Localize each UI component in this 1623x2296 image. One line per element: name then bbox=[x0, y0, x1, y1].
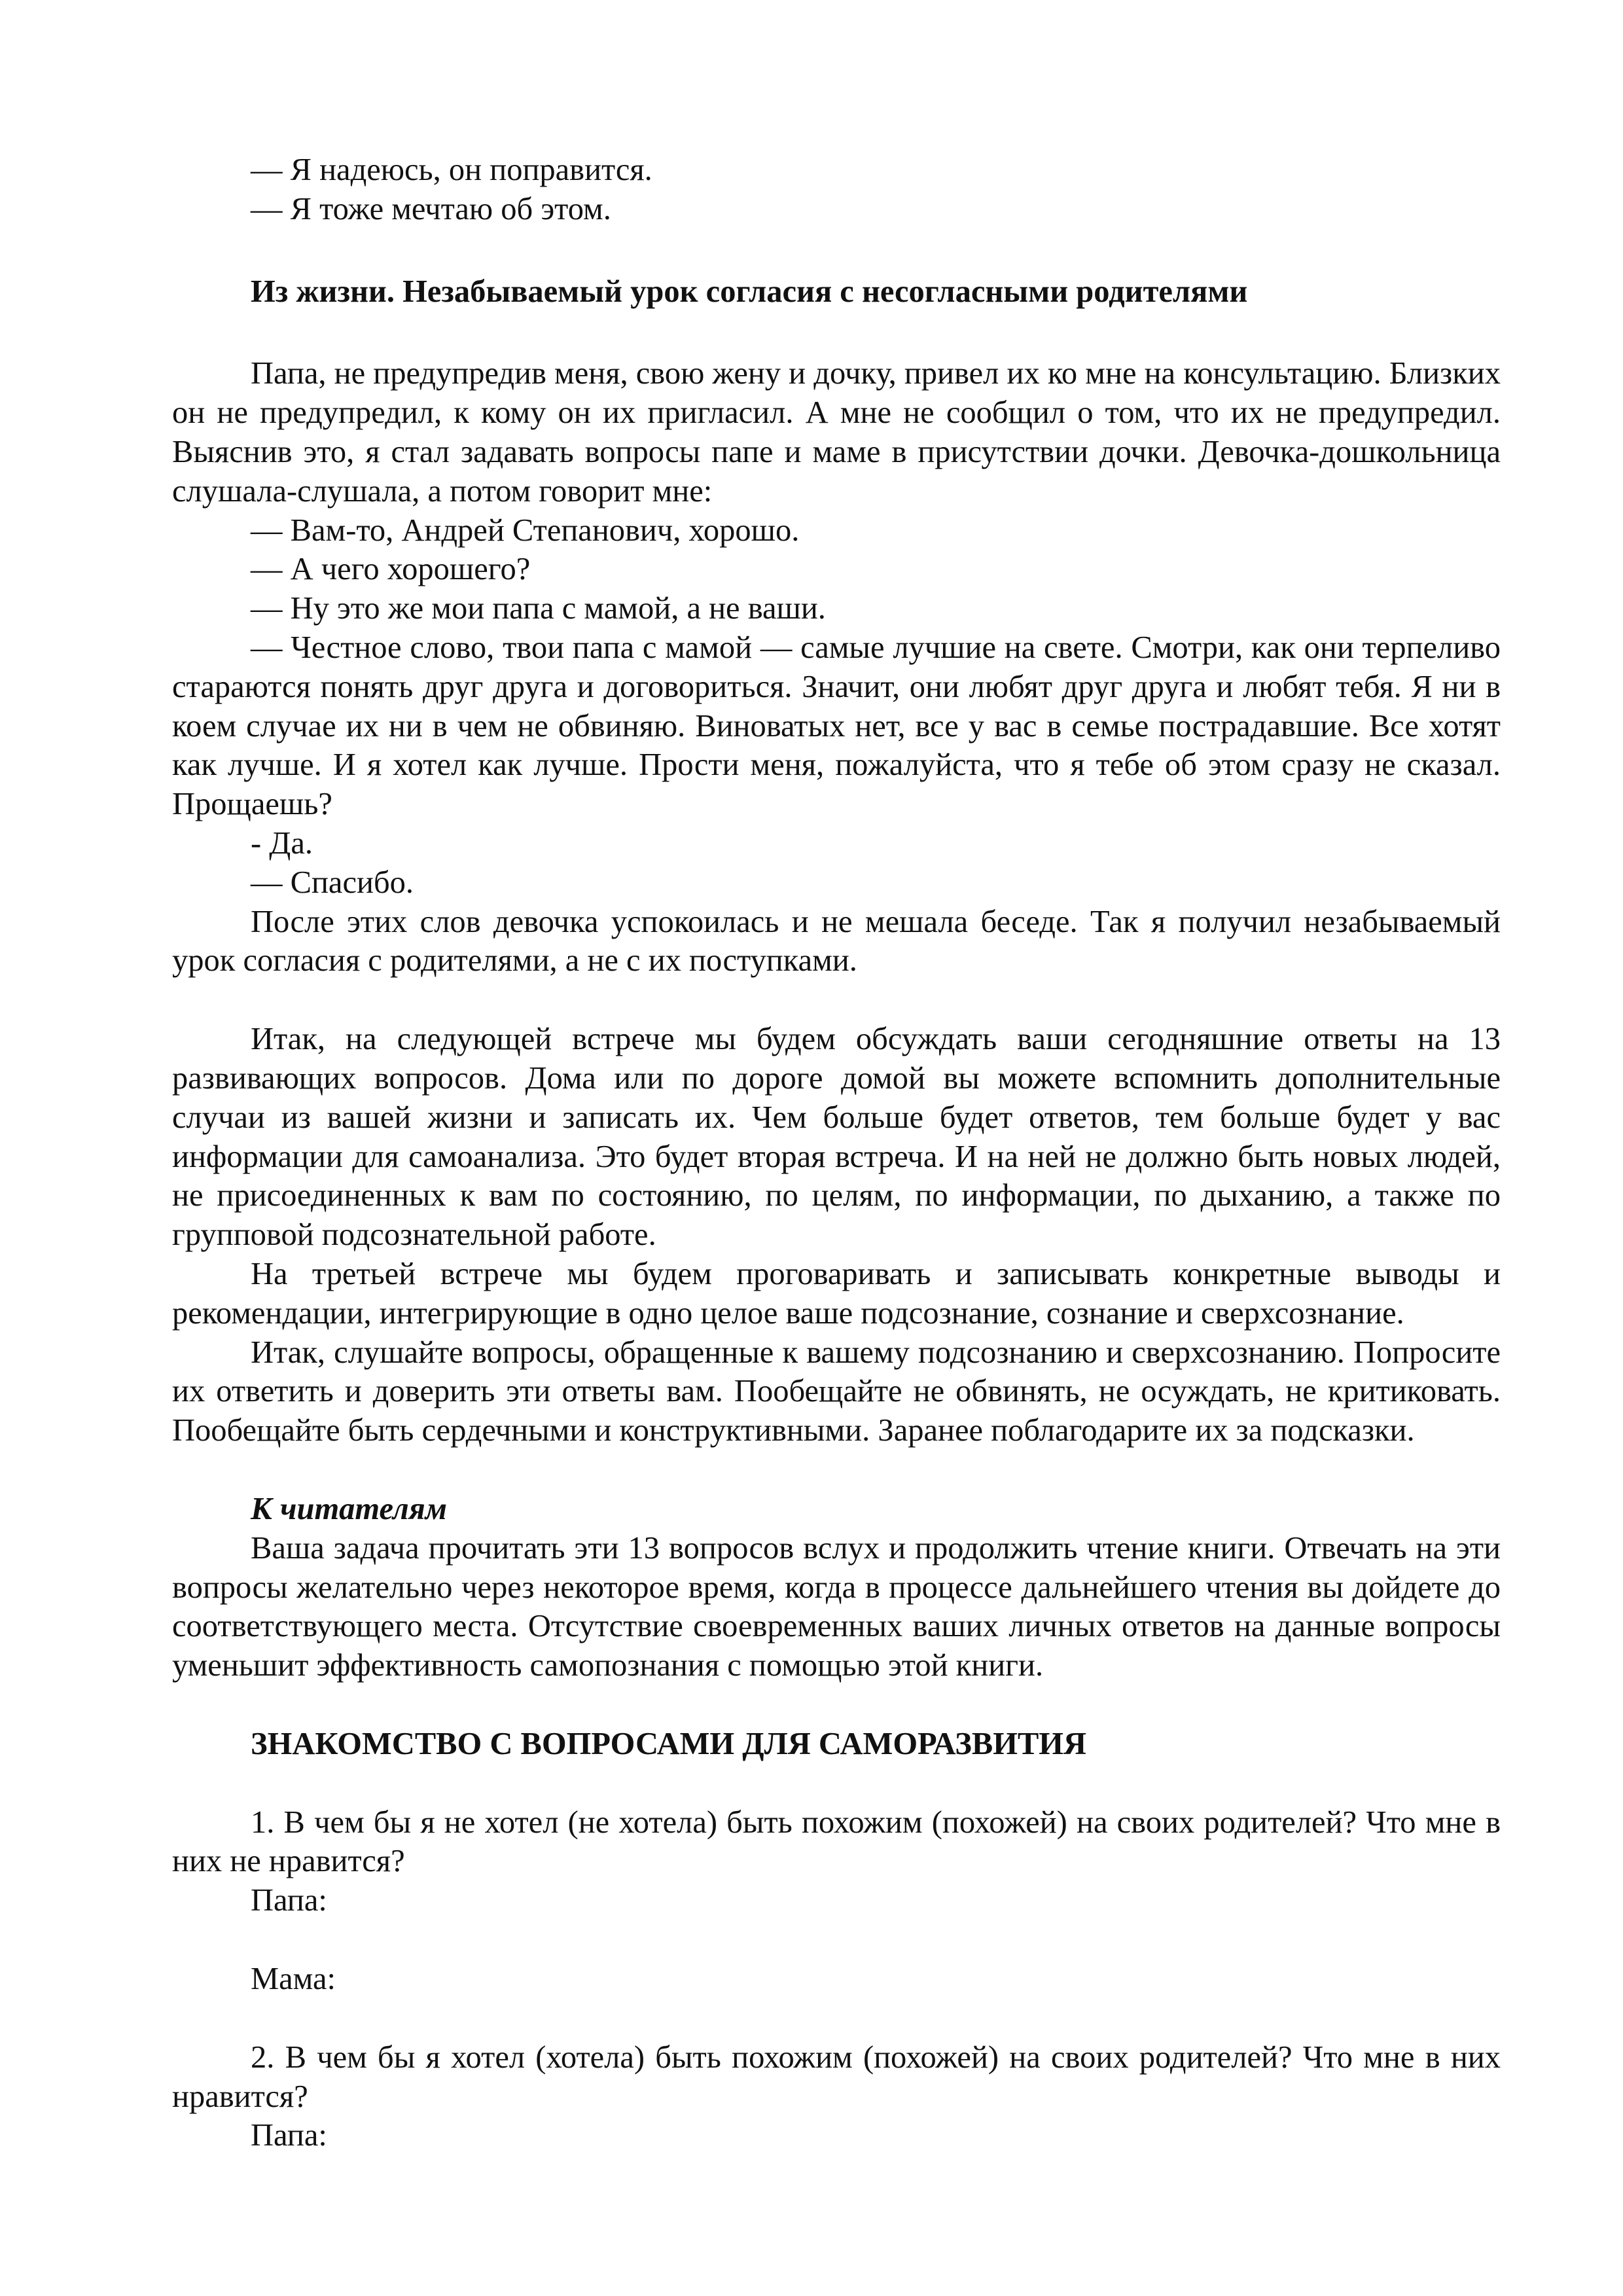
document-page bbox=[172, 151, 1501, 2155]
question-1: 1. В чем бы я не хотел (не хотела) быть похожим (похожей) на своих родителей? Что мне в них не нравится? bbox=[172, 1804, 1501, 1879]
dialogue-line: — Спасибо. bbox=[251, 865, 414, 900]
answer-label-dad: Папа: bbox=[251, 1883, 327, 1918]
story-heading: Из жизни. Незабываемый урок согласия с несогласными родителями bbox=[251, 274, 1248, 309]
dialogue-line: — Я тоже мечтаю об этом. bbox=[251, 191, 611, 226]
dialogue-line: — А чего хорошего? bbox=[251, 552, 531, 587]
answer-label-mom: Мама: bbox=[251, 1962, 336, 1997]
body-paragraph: Итак, слушайте вопросы, обращенные к вашему подсознанию и сверхсознанию. Попросите их ответить и доверить эти ответы вам. Пообещайте не обвинять, не осуждать, не критиковать. Пообещайте быть сердечными и конструктивными. Заранее поблагодарите их за подсказки. bbox=[172, 1335, 1501, 1448]
readers-paragraph: Ваша задача прочитать эти 13 вопросов вслух и продолжить чтение книги. Отвечать на эти вопросы желательно через некоторое время, когда в процессе дальнейшего чтения вы дойдете до соответствующего места. Отсутствие своевременных ваших личных ответов на данные вопросы уменьшит эффективность самопознания с помощью этой книги. bbox=[172, 1530, 1501, 1683]
dialogue-line: — Я надеюсь, он поправится. bbox=[251, 152, 652, 187]
answer-label-dad: Папа: bbox=[251, 2118, 327, 2153]
question-2: 2. В чем бы я хотел (хотела) быть похожим (похожей) на своих родителей? Что мне в них нравится? bbox=[172, 2039, 1501, 2114]
dialogue-line: — Вам-то, Андрей Степанович, хорошо. bbox=[251, 512, 800, 548]
story-conclusion-paragraph: После этих слов девочка успокоилась и не мешала беседе. Так я получил незабываемый урок согласия с родителями, а не с их поступками. bbox=[172, 904, 1501, 978]
dialogue-line: - Да. bbox=[251, 825, 313, 861]
body-paragraph: Итак, на следующей встрече мы будем обсуждать ваши сегодняшние ответы на 13 развивающих вопросов. Дома или по дороге домой вы можете вспомнить дополнительные случаи из вашей жизни и записать их. Чем больше будет ответов, тем больше будет у вас информации для самоанализа. Это будет вторая встреча. И на ней не должно быть новых людей, не присоединенных к вам по состоянию, по целям, по информации, по дыханию, а также по групповой подсознательной работе. bbox=[172, 1022, 1501, 1253]
dialogue-line: — Ну это же мои папа с мамой, а не ваши. bbox=[251, 591, 826, 626]
section-heading: ЗНАКОМСТВО С ВОПРОСАМИ ДЛЯ САМОРАЗВИТИЯ bbox=[251, 1726, 1087, 1761]
body-paragraph: На третьей встрече мы будем проговаривать и записывать конкретные выводы и рекомендации, интегрирующие в одно целое ваше подсознание, сознание и сверхсознание. bbox=[172, 1256, 1501, 1331]
dialogue-line: — Честное слово, твои папа с мамой — самые лучшие на свете. Смотри, как они терпеливо стараются понять друг друга и договориться. Значит, они любят друг друга и любят тебя. Я ни в коем случае их ни в чем не обвиняю. Виноватых нет, все у вас в семье пострадавшие. Все хотят как лучше. И я хотел как лучше. Прости меня, пожалуйста, что я тебе об этом сразу не сказал. Прощаешь? bbox=[172, 630, 1501, 822]
story-intro-paragraph: Папа, не предупредив меня, свою жену и дочку, привел их ко мне на консультацию. Близких он не предупредил, к кому он их пригласил. А мне не сообщил о том, что их не предупредил. Выяснив это, я стал задавать вопросы папе и маме в присутствии дочки. Девочка-дошкольница слушала-слушала, а потом говорит мне: bbox=[172, 356, 1501, 509]
readers-heading: К читателям bbox=[251, 1491, 447, 1526]
